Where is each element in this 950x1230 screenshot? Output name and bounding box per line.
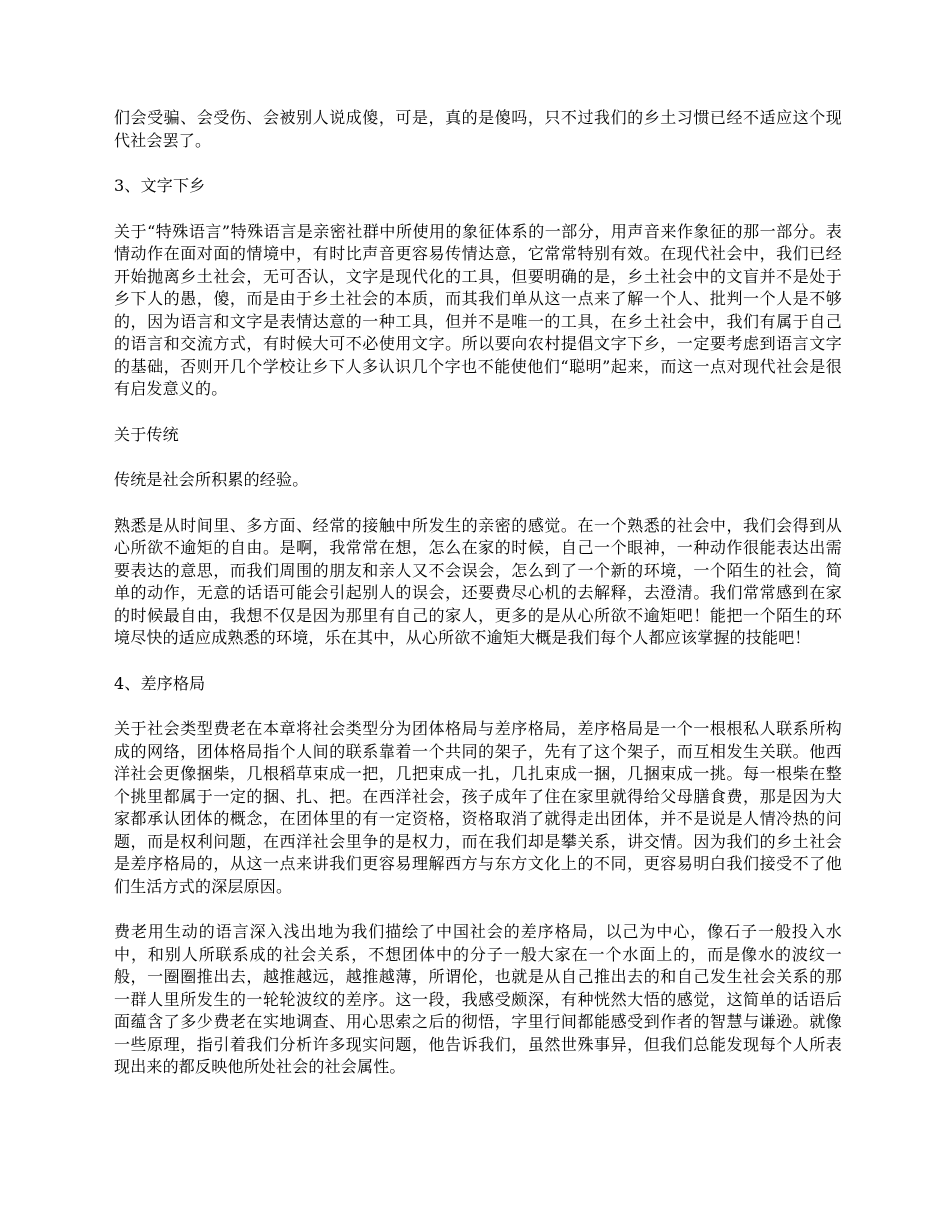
section-heading-chaxu-geju: 4、差序格局 xyxy=(114,673,206,693)
section-heading-tradition: 关于传统 xyxy=(114,424,179,444)
section-heading-wenzi-xiaxiang: 3、文字下乡 xyxy=(114,176,206,195)
paragraph-tradition-definition: 传统是社会所积累的经验。 xyxy=(114,470,309,489)
paragraph-social-types: 关于社会类型费老在本章将社会类型分为团体格局与差序格局，差序格局是一个一根根私人联系所构成的网络，团体格局指个人间的联系靠着一个共同的架子，先有了这个架子，而互相发生关联。他西洋社会更像捆柴，几根稻草束成一把，几把束成一扎，几扎束成一捆，几捆束成一挑。每一根柴在整个挑里都属于一定的捆、扎、把。在西洋社会，孩子成年了住在家里就得给父母膳食费，那是因为大家都承认团体的概念，在团体里的有一定资格，资格取消了就得走出团体，并不是说是人情冷热的问题，而是权利问题，在西洋社会里争的是权力，而在我们却是攀关系，讲交情。因为我们的乡土社会是差序格局的，从这一点来讲我们更容易理解西方与东方文化上的不同，更容易明白我们接受不了他们生活方式的深层原因。 xyxy=(114,719,842,896)
paragraph-special-language: 关于“特殊语言”特殊语言是亲密社群中所使用的象征体系的一部分，用声音来作象征的那一部分。表情动作在面对面的情境中，有时比声音更容易传情达意，它常常特别有效。在现代社会中，我们已经开始抛离乡土社会，无可否认，文字是现代化的工具，但要明确的是，乡土社会中的文盲并不是处于乡下人的愚，傻，而是由于乡土社会的本质，而其我们单从这一点来了解一个人、批判一个人是不够的，因为语言和文字是表情达意的一种工具，但并不是唯一的工具，在乡土社会中，我们有属于自己的语言和交流方式，有时候大可不必使用文字。所以要向农村提倡文字下乡，一定要考虑到语言文字的基础，否则开几个学校让乡下人多认识几个字也不能使他们“聪明”起来，而这一点对现代社会是很有启发意义的。 xyxy=(114,221,842,398)
paragraph-continuation: 们会受骗、会受伤、会被别人说成傻，可是，真的是傻吗，只不过我们的乡土习惯已经不适应这个现代社会罢了。 xyxy=(114,108,842,150)
document-page xyxy=(114,107,842,1079)
paragraph-differential-pattern: 费老用生动的语言深入浅出地为我们描绘了中国社会的差序格局，以己为中心，像石子一般投入水中，和别人所联系成的社会关系，不想团体中的分子一般大家在一个水面上的，而是像水的波纹一般，一圈圈推出去，越推越远，越推越薄，所谓伦，也就是从自己推出去的和自己发生社会关系的那一群人里所发生的一轮轮波纹的差序。这一段，我感受颇深，有种恍然大悟的感觉，这简单的话语后面蕴含了多少费老在实地调查、用心思索之后的彻悟，字里行间都能感受到作者的智慧与谦逊。就像一些原理，指引着我们分析许多现实问题，他告诉我们，虽然世殊事异，但我们总能发现每个人所表现出来的都反映他所处社会的社会属性。 xyxy=(114,922,842,1076)
paragraph-familiarity: 熟悉是从时间里、多方面、经常的接触中所发生的亲密的感觉。在一个熟悉的社会中，我们会得到从心所欲不逾矩的自由。是啊，我常常在想，怎么在家的时候，自己一个眼神，一种动作很能表达出需要表达的意思，而我们周围的朋友和亲人又不会误会，怎么到了一个新的环境，一个陌生的社会，简单的动作，无意的话语可能会引起别人的误会，还要费尽心机的去解释，去澄清。我们常常感到在家的时候最自由，我想不仅是因为那里有自己的家人，更多的是从心所欲不逾矩吧！能把一个陌生的环境尽快的适应成熟悉的环境，乐在其中，从心所欲不逾矩大概是我们每个人都应该掌握的技能吧！ xyxy=(114,515,842,647)
